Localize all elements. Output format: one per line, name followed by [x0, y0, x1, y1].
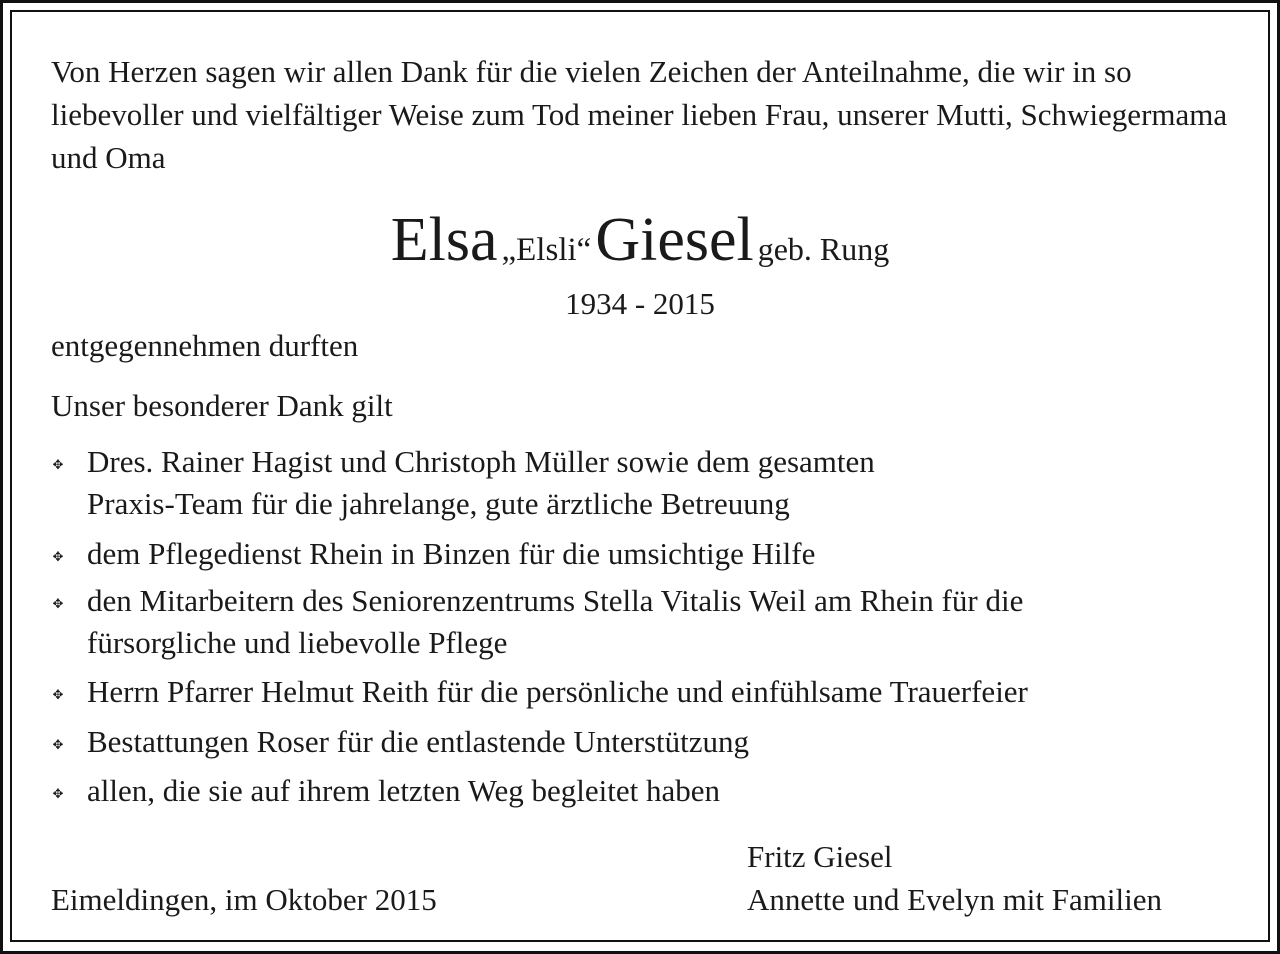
signatory-primary: Fritz Giesel — [747, 839, 893, 874]
list-item-line: fürsorgliche und liebevolle Pflege — [87, 625, 508, 660]
bullet-icon: ✥ — [52, 549, 64, 564]
life-dates: 1934 - 2015 — [565, 286, 715, 321]
continuation-text: entgegennehmen durften — [51, 328, 359, 363]
list-item-line: den Mitarbeitern des Seniorenzentrums Stella Vitalis Weil am Rhein für die — [87, 583, 1024, 618]
list-item-line: allen, die sie auf ihrem letzten Weg begleitet haben — [87, 773, 721, 808]
list-item-line: Dres. Rainer Hagist und Christoph Müller sowie dem gesamten — [87, 444, 875, 479]
bullet-icon: ✥ — [52, 786, 64, 801]
thanks-heading: Unser besonderer Dank gilt — [51, 388, 393, 423]
list-item-line: Praxis-Team für die jahrelange, gute ärztliche Betreuung — [87, 486, 790, 521]
intro-text: Von Herzen sagen wir allen Dank für die vielen Zeichen der Anteilnahme, die wir in so liebevoller und vielfältiger Weise zum Tod meiner lieben Frau, unserer Mutti, Schwiegermama und Oma — [51, 54, 1228, 175]
bullet-icon: ✥ — [52, 687, 64, 702]
list-item-line: Herrn Pfarrer Helmut Reith für die persönliche und einfühlsame Trauerfeier — [87, 674, 1028, 709]
list-item-line: dem Pflegedienst Rhein in Binzen für die umsichtige Hilfe — [87, 536, 816, 571]
bullet-icon: ✥ — [52, 457, 64, 472]
bullet-icon: ✥ — [52, 596, 64, 611]
bullet-icon: ✥ — [52, 737, 64, 752]
nickname: „Elsli“ — [501, 232, 592, 268]
list-item-line: Bestattungen Roser für die entlastende Unterstützung — [87, 724, 750, 759]
first-name: Elsa — [390, 206, 498, 274]
maiden-name: geb. Rung — [757, 231, 890, 267]
place-date: Eimeldingen, im Oktober 2015 — [51, 882, 437, 917]
surname: Giesel — [595, 206, 754, 274]
signatory-family: Annette und Evelyn mit Familien — [747, 882, 1162, 917]
